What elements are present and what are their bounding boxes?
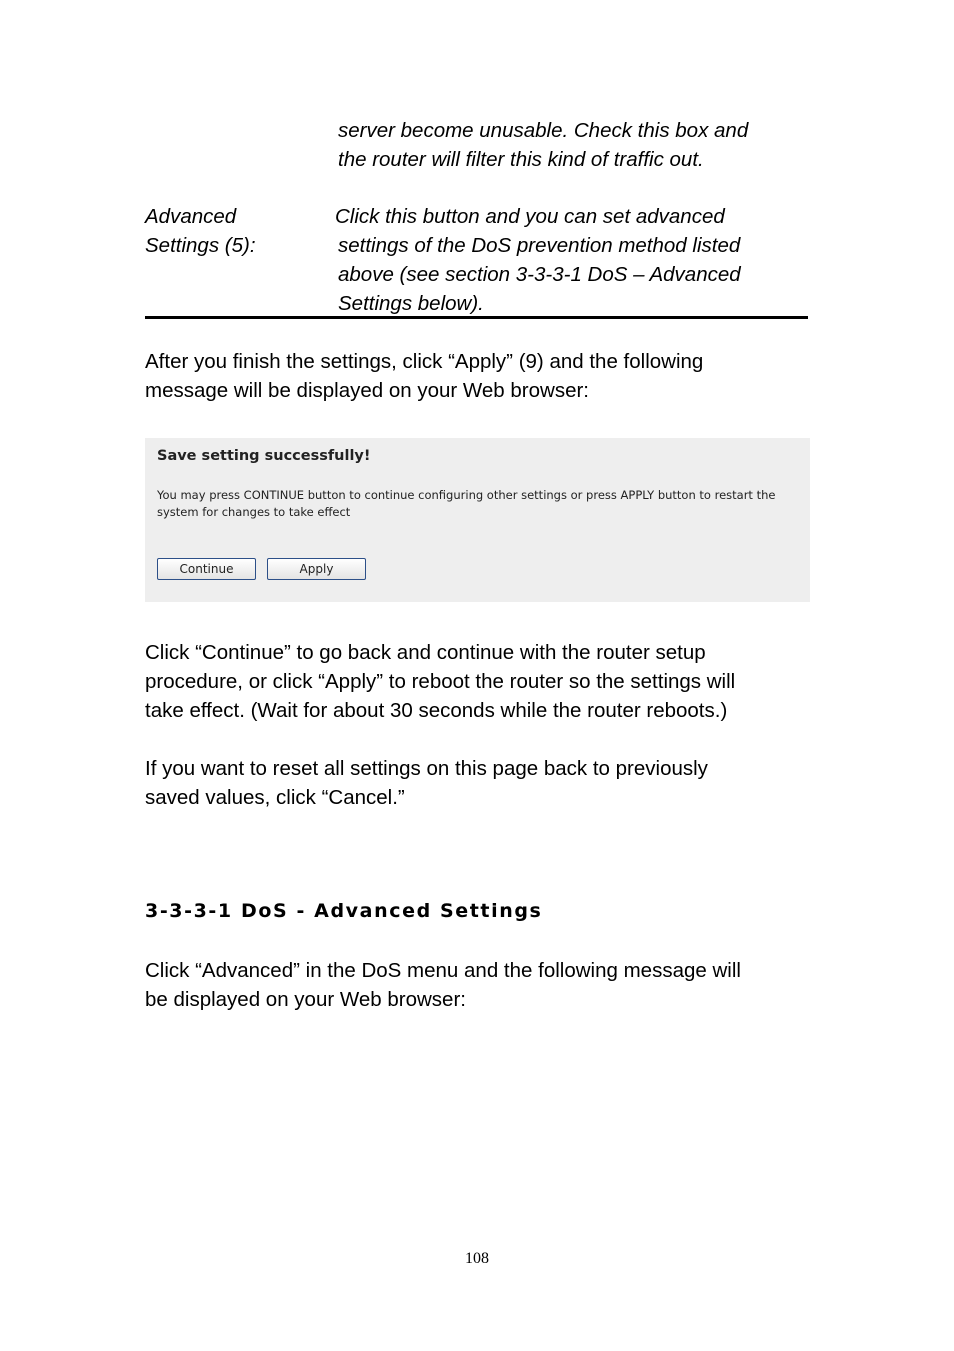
desc-line-3: above (see section 3-3-3-1 DoS – Advanced <box>338 263 741 286</box>
paragraph-line: Click “Advanced” in the DoS menu and the following message will <box>145 959 741 982</box>
paragraph-reset <box>145 754 815 812</box>
continue-button[interactable]: Continue <box>157 558 256 580</box>
prev-desc-line-1: server become unusable. Check this box and <box>338 119 749 142</box>
dialog-title: Save setting successfully! <box>157 448 371 464</box>
paragraph-line: If you want to reset all settings on this page back to previously <box>145 757 708 780</box>
desc-line-2: settings of the DoS prevention method listed <box>338 234 741 257</box>
dialog-message <box>157 487 805 521</box>
paragraph-continue <box>145 638 815 725</box>
dialog-message-line: system for changes to take effect <box>157 505 351 519</box>
paragraph-advanced <box>145 956 815 1014</box>
paragraph-line: be displayed on your Web browser: <box>145 988 466 1011</box>
desc-line-4: Settings below). <box>338 292 484 315</box>
apply-button[interactable]: Apply <box>267 558 366 580</box>
table-bottom-rule <box>145 316 808 319</box>
save-success-dialog <box>145 438 810 602</box>
paragraph-apply <box>145 347 815 405</box>
section-heading: 3-3-3-1 DoS - Advanced Settings <box>145 900 543 922</box>
desc-line-1: Click this button and you can set advanced <box>335 205 725 228</box>
prev-desc-line-2: the router will filter this kind of traffic out. <box>338 148 704 171</box>
paragraph-line: procedure, or click “Apply” to reboot the router so the settings will <box>145 670 736 693</box>
dialog-message-line: You may press CONTINUE button to continue configuring other settings or press APPLY button to restart the <box>157 488 776 502</box>
page-number: 108 <box>465 1250 489 1267</box>
paragraph-line: take effect. (Wait for about 30 seconds while the router reboots.) <box>145 699 728 722</box>
paragraph-line: saved values, click “Cancel.” <box>145 786 405 809</box>
term-line-1: Advanced <box>145 205 237 228</box>
term-line-2: Settings (5): <box>145 234 256 257</box>
paragraph-line: Click “Continue” to go back and continue with the router setup <box>145 641 706 664</box>
paragraph-line: message will be displayed on your Web browser: <box>145 379 590 402</box>
paragraph-line: After you finish the settings, click “Apply” (9) and the following <box>145 350 704 373</box>
